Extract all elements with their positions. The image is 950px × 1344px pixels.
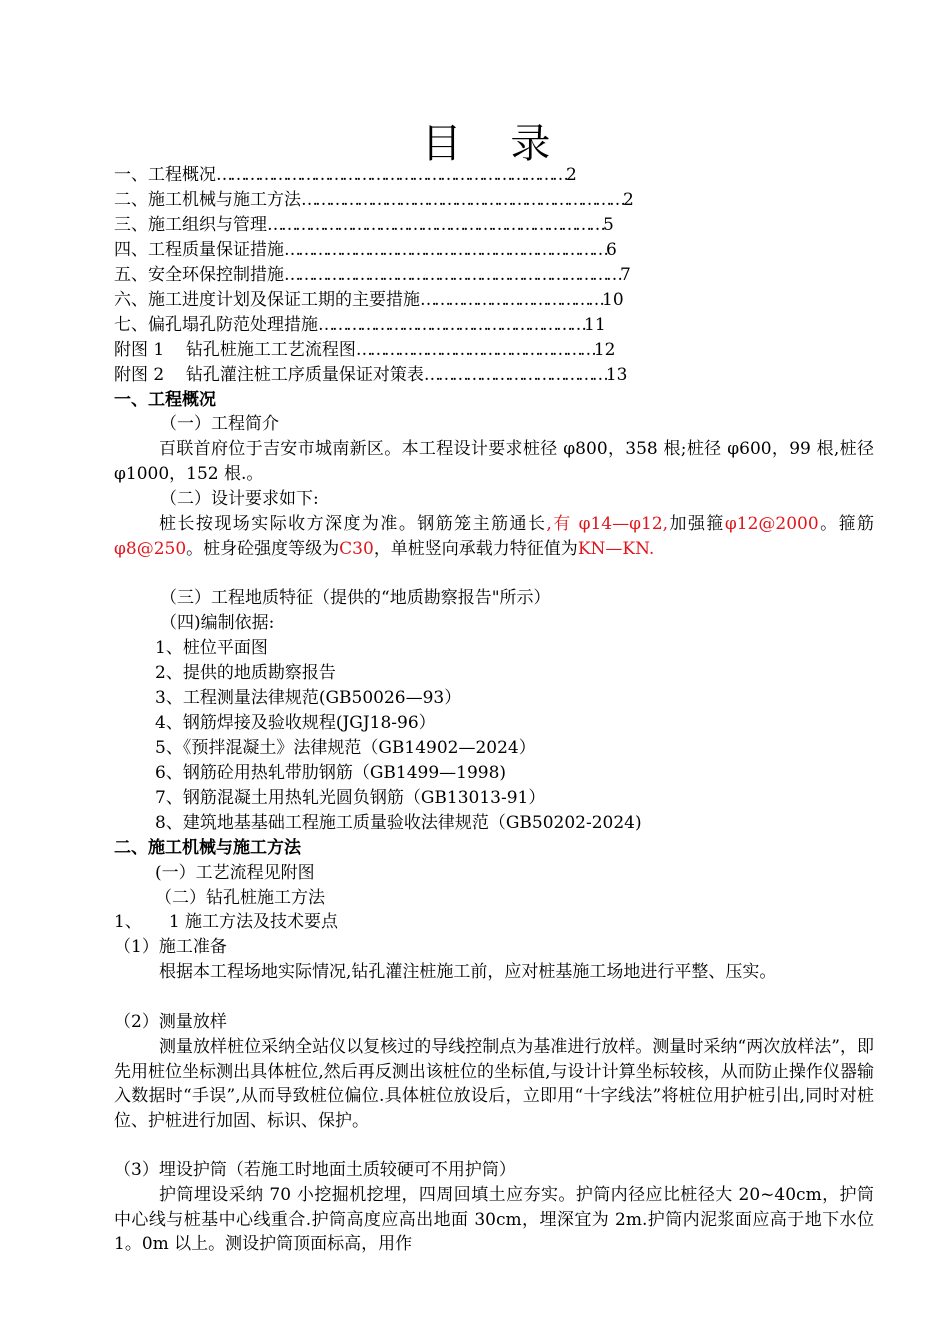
toc-item[interactable] bbox=[114, 288, 624, 312]
subheading-basis: （四)编制依据: bbox=[160, 613, 275, 633]
toc-page-number: 6 bbox=[606, 240, 617, 260]
highlight-rebar-spec: ,有 φ14—φ12, bbox=[546, 514, 669, 534]
toc-leader-dots: ………………………………………………………………… bbox=[216, 165, 566, 185]
toc-item[interactable] bbox=[114, 313, 606, 337]
subheading-process-flow: (一）工艺流程见附图 bbox=[155, 863, 315, 883]
toc-item-label: 三、施工组织与管理 bbox=[114, 215, 267, 235]
toc-leader-dots: ……………………………………………………………… bbox=[284, 265, 620, 285]
toc-item-label: 附图 2 钻孔灌注桩工序质量保证对策表 bbox=[114, 365, 424, 385]
subheading-construction-method: （二）钻孔桩施工方法 bbox=[155, 888, 325, 908]
list-item: 6、钢筋砼用热轧带肋钢筋（GB1499—1998) bbox=[155, 763, 507, 783]
paragraph-design-requirements bbox=[114, 512, 874, 561]
list-item: 7、钢筋混凝土用热轧光圆负钢筋（GB13013-91） bbox=[155, 788, 546, 808]
toc-item-label: 五、安全环保控制措施 bbox=[114, 265, 284, 285]
toc-item[interactable] bbox=[114, 263, 631, 287]
text-run: 。箍筋 bbox=[818, 514, 875, 534]
toc-page-number: 2 bbox=[566, 165, 577, 185]
toc-item[interactable] bbox=[114, 163, 577, 187]
text-run: 桩长按现场实际收方深度为准。钢筋笼主筋通长 bbox=[159, 514, 547, 534]
text-run: 加强箍 bbox=[668, 514, 725, 534]
subheading-geology: （三）工程地质特征（提供的“地质勘察报告"所示） bbox=[160, 588, 551, 608]
highlight-stirrup-spec: φ8@250 bbox=[114, 538, 187, 559]
subheading-project-intro: （一）工程简介 bbox=[160, 414, 279, 434]
toc-item-label: 六、施工进度计划及保证工期的主要措施 bbox=[114, 290, 420, 310]
toc-item-label: 二、施工机械与施工方法 bbox=[114, 190, 301, 210]
toc-leader-dots: …………………………………………………………… bbox=[284, 240, 606, 260]
toc-leader-dots: …………………………………………………………… bbox=[301, 190, 623, 210]
toc-page-number: 5 bbox=[603, 215, 614, 235]
subheading-design-requirements: （二）设计要求如下: bbox=[160, 489, 319, 509]
paragraph-survey: 测量放样桩位采纳全站仪以复核过的导线控制点为基准进行放样。测量时采纳“两次放样法”，即先用桩位坐标测出具体桩位,然后再反测出该桩位的坐标值,与设计计算坐标较核，从而防止操作仪器输入数据时“手误”,从而导致桩位偏位.具体桩位放设后，立即用“十字线法”将桩位用护桩引出,同时对桩位、护桩进行加固、标识、保护。 bbox=[114, 1037, 874, 1131]
toc-item-label: 一、工程概况 bbox=[114, 165, 216, 185]
text-run: 。桩身砼强度等级为 bbox=[186, 538, 340, 559]
step-title-preparation: （1）施工准备 bbox=[114, 937, 227, 957]
toc-leader-dots: ………………………………… bbox=[420, 290, 602, 310]
list-item: 2、提供的地质勘察报告 bbox=[155, 663, 336, 683]
page-title: 目 录 bbox=[421, 121, 569, 167]
list-item: 8、建筑地基基础工程施工质量验收法律规范（GB50202-2024) bbox=[155, 813, 642, 833]
step-title-survey: （2）测量放样 bbox=[114, 1012, 227, 1032]
highlight-hoop-spec: φ12@2000 bbox=[724, 514, 819, 534]
paragraph-casing: 护筒埋设采纳 70 小挖掘机挖埋，四周回填土应夯实。护筒内径应比桩径大 20~40cm，护筒中心线与桩基中心线重合.护筒高度应高出地面 30cm，埋深宜为 2m.护筒内泥浆面应高于地下水位 1。0m 以上。测设护筒顶面标高，用作 bbox=[114, 1185, 874, 1254]
toc-item-label: 附图 1 钻孔桩施工工艺流程图 bbox=[114, 340, 356, 360]
toc-leader-dots: ………………………………… bbox=[423, 365, 606, 385]
toc-item[interactable] bbox=[114, 238, 617, 262]
toc-item-label: 四、工程质量保证措施 bbox=[114, 240, 284, 260]
paragraph-project-intro: 百联首府位于吉安市城南新区。本工程设计要求桩径 φ800，358 根;桩径 φ600，99 根,桩径 φ1000，152 根.。 bbox=[114, 439, 874, 484]
highlight-capacity: KN—KN. bbox=[577, 538, 655, 559]
list-item: 5、《预拌混凝土》法律规范（GB14902—2024） bbox=[155, 738, 536, 758]
toc-item[interactable] bbox=[114, 363, 627, 387]
list-item: 1、桩位平面图 bbox=[155, 638, 268, 658]
toc-page-number: 10 bbox=[602, 290, 624, 310]
toc-item[interactable] bbox=[114, 188, 634, 212]
section-heading-overview: 一、工程概况 bbox=[114, 390, 216, 410]
toc-page-number: 2 bbox=[623, 190, 634, 210]
toc-item[interactable] bbox=[114, 338, 615, 362]
toc-item-label: 七、偏孔塌孔防范处理措施 bbox=[114, 315, 318, 335]
toc-page-number: 11 bbox=[584, 315, 606, 335]
list-item: 3、工程测量法律规范(GB50026—93） bbox=[155, 688, 462, 708]
toc-leader-dots: ………………………………………………… bbox=[318, 315, 584, 335]
paragraph-preparation: 根据本工程场地实际情况,钻孔灌注桩施工前，应对桩基施工场地进行平整、压实。 bbox=[159, 962, 777, 982]
toc-item[interactable] bbox=[114, 213, 614, 237]
toc-leader-dots: ……………………………………………………………… bbox=[267, 215, 603, 235]
step-title-casing: （3）埋设护筒（若施工时地面土质较硬可不用护筒） bbox=[114, 1160, 516, 1180]
numbered-heading: 1、 1 施工方法及技术要点 bbox=[114, 912, 339, 932]
highlight-concrete-grade: C30 bbox=[339, 538, 374, 559]
section-heading-machinery: 二、施工机械与施工方法 bbox=[114, 838, 301, 858]
toc-page-number: 13 bbox=[605, 365, 628, 385]
toc-page-number: 7 bbox=[620, 265, 631, 285]
toc-leader-dots: …………………………………………… bbox=[355, 340, 594, 360]
toc-page-number: 12 bbox=[593, 340, 616, 360]
text-run: ，单桩竖向承载力特征值为 bbox=[373, 538, 578, 559]
list-item: 4、钢筋焊接及验收规程(JGJ18-96） bbox=[155, 713, 436, 733]
